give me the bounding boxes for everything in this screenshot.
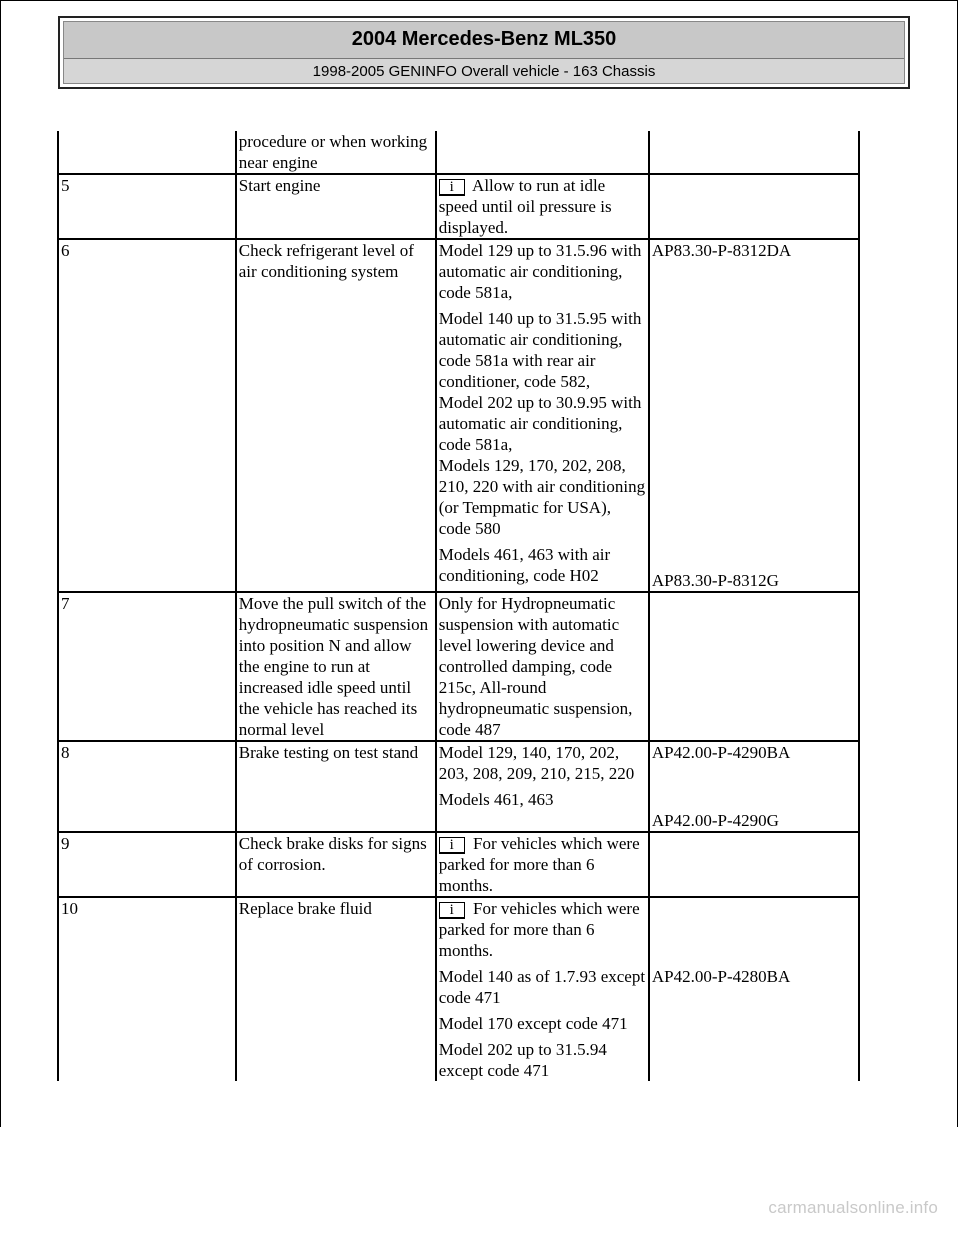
reference-link[interactable]: AP83.30-P-8312G (651, 571, 779, 590)
spacer (652, 763, 857, 810)
note-text: Allow to run at idle speed until oil pressure is displayed. (438, 176, 612, 237)
action-cell: Move the pull switch of the hydropneumatic suspension into position N and allow the engine to run at increased idle speed until the vehicle has reached its normal level (236, 592, 436, 741)
note-item (439, 898, 647, 961)
note-text: Model 140 as of 1.7.93 except code 471 (438, 967, 646, 1007)
reference-link[interactable]: AP42.00-P-4290BA (651, 743, 791, 762)
note-text: Models 461, 463 with air conditioning, code H02 (438, 545, 611, 585)
step-cell: 8 (58, 741, 236, 832)
notes-cell (436, 174, 649, 239)
reference-cell (649, 897, 859, 1081)
reference-link[interactable]: AP42.00-P-4280BA (651, 967, 791, 986)
note-text: Model 140 up to 31.5.95 with automatic air conditioning, code 581a with rear air conditioner, code 582, Model 202 up to 30.9.95 with automatic air conditioning, code 581a, Models 129, 170, 202, 208, 210, 220 with air conditioning (or Tempmatic for USA), code 580 (438, 309, 646, 538)
notes-cell (436, 832, 649, 897)
notes-cell (436, 239, 649, 592)
action-cell: Check refrigerant level of air conditioning system (236, 239, 436, 592)
header-divider (64, 58, 904, 59)
action-cell: Brake testing on test stand (236, 741, 436, 832)
reference-cell (649, 174, 859, 239)
note-text: Model 129 up to 31.5.96 with automatic air conditioning, code 581a, (438, 241, 642, 302)
notes-cell: Only for Hydropneumatic suspension with automatic level lowering device and controlled damping, code 215c, All-round hydropneumatic suspension, code 487 (436, 592, 649, 741)
table-row (58, 897, 859, 1081)
site-watermark: carmanualsonline.info (768, 1198, 938, 1217)
table-row (58, 174, 859, 239)
step-cell: 5 (58, 174, 236, 239)
action-cell: Check brake disks for signs of corrosion. (236, 832, 436, 897)
note-text: For vehicles which were parked for more than 6 months. (438, 899, 640, 960)
info-icon[interactable]: i (439, 837, 465, 854)
note-text: Model 170 except code 471 (438, 1014, 628, 1033)
note-text: Models 461, 463 (438, 790, 554, 809)
header-subtitle: 1998-2005 GENINFO Overall vehicle - 163 Chassis (312, 63, 656, 80)
procedure-table (57, 131, 860, 1081)
reference-cell (649, 131, 859, 174)
note-text: Model 129, 140, 170, 202, 203, 208, 209, 210, 215, 220 (438, 743, 635, 783)
reference-link[interactable]: AP83.30-P-8312DA (651, 241, 792, 260)
step-cell: 9 (58, 832, 236, 897)
step-cell (58, 131, 236, 174)
page-bottom-margin (0, 1127, 960, 1242)
header-title: 2004 Mercedes-Benz ML350 (351, 28, 617, 50)
step-cell: 7 (58, 592, 236, 741)
step-cell: 10 (58, 897, 236, 1081)
notes-cell (436, 897, 649, 1081)
document-header (58, 16, 910, 89)
table-row (58, 239, 859, 592)
action-cell: procedure or when working near engine (236, 131, 436, 174)
reference-cell (649, 592, 859, 741)
table-row (58, 741, 859, 832)
info-icon[interactable]: i (439, 179, 465, 196)
spacer (652, 898, 857, 966)
note-text: For vehicles which were parked for more than 6 months. (438, 834, 640, 895)
table-row (58, 832, 859, 897)
spacer (652, 261, 857, 570)
table-row (58, 131, 859, 174)
reference-cell (649, 741, 859, 832)
reference-cell (649, 832, 859, 897)
step-cell: 6 (58, 239, 236, 592)
notes-cell (436, 741, 649, 832)
notes-cell (436, 131, 649, 174)
reference-link[interactable]: AP42.00-P-4290G (651, 811, 779, 830)
table-row (58, 592, 859, 741)
action-cell: Replace brake fluid (236, 897, 436, 1081)
note-text: Model 202 up to 31.5.94 except code 471 (438, 1040, 607, 1080)
header-panel (63, 21, 905, 84)
action-cell: Start engine (236, 174, 436, 239)
reference-cell (649, 239, 859, 592)
info-icon[interactable]: i (439, 902, 465, 919)
